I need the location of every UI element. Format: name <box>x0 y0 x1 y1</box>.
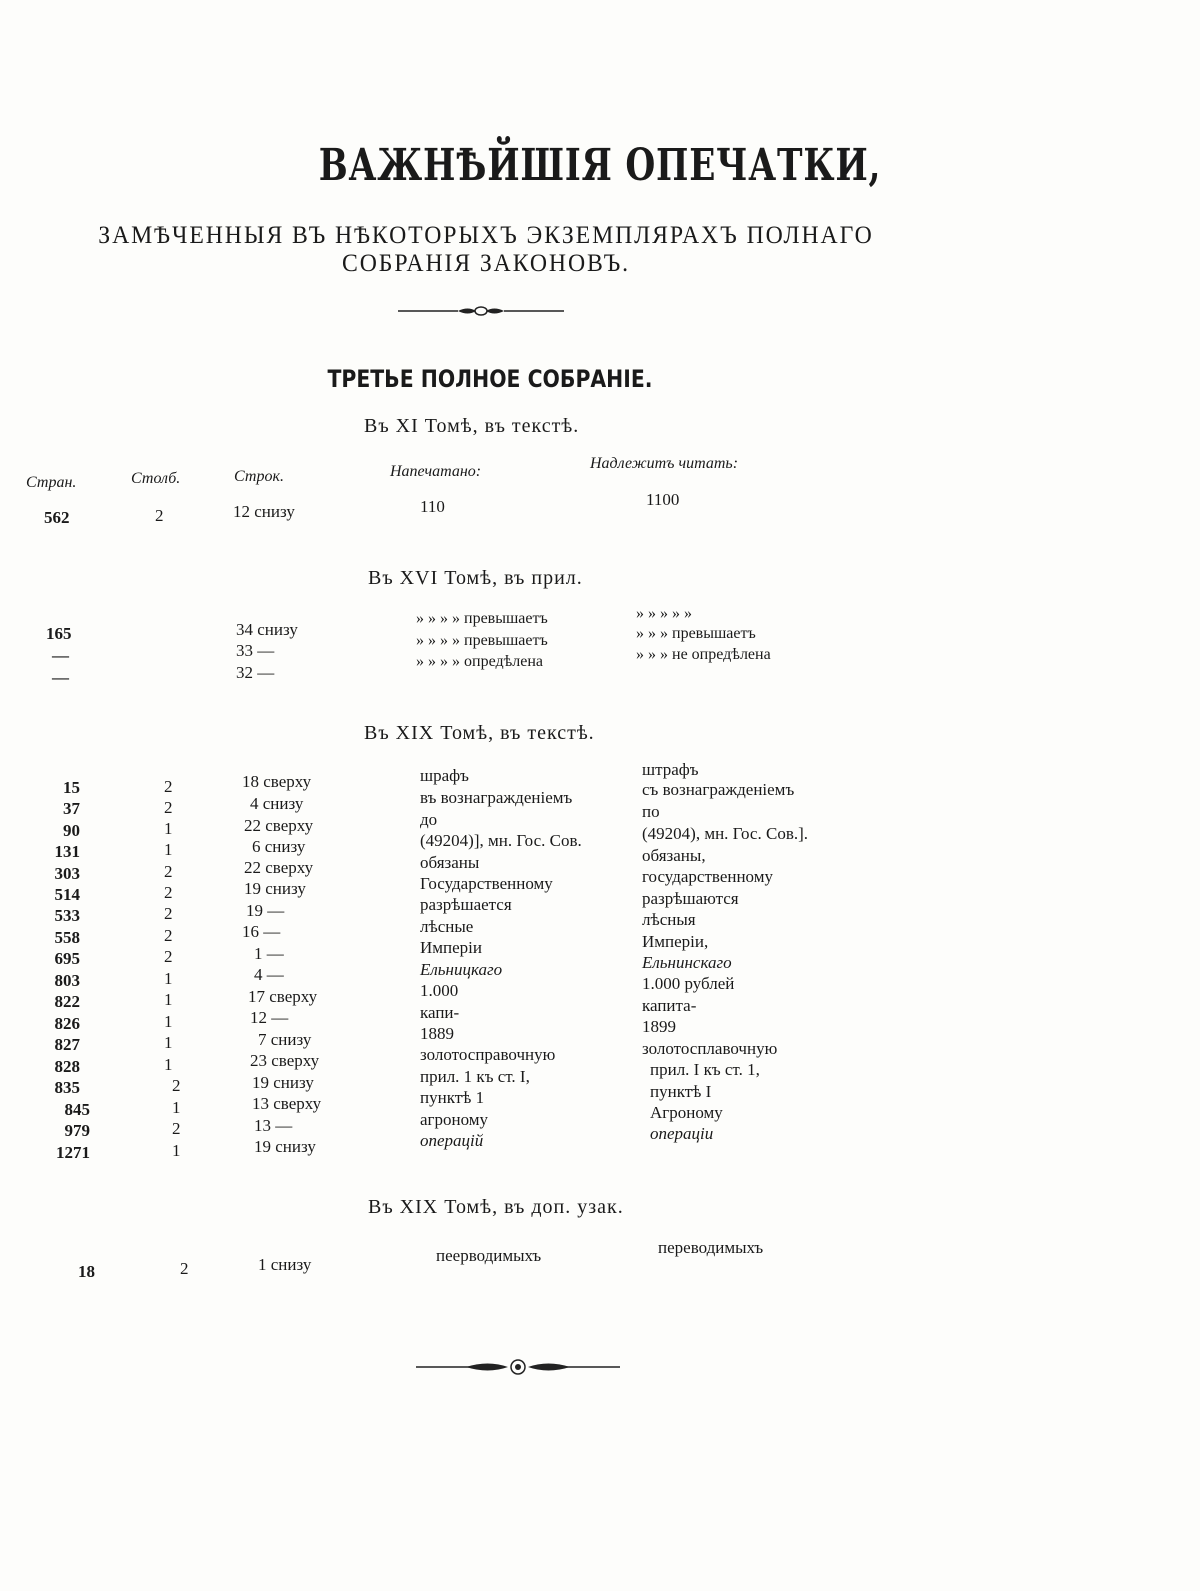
row-line: 13 — <box>254 1116 293 1135</box>
row-line: 23 сверху <box>250 1051 320 1070</box>
row-line: 7 снизу <box>258 1030 312 1049</box>
row-page: 18 <box>78 1262 95 1281</box>
row-line: 22 сверху <box>244 816 314 835</box>
row-page: 835 <box>54 1078 80 1097</box>
ornament-divider-bottom <box>416 1357 620 1377</box>
row-printed: Имперіи <box>420 938 482 957</box>
volume-heading-xvi: Въ XVI Томѣ, въ прил. <box>368 567 583 589</box>
row-column: 1 <box>164 990 173 1009</box>
row-column: 2 <box>180 1259 189 1278</box>
row-printed: капи- <box>420 1003 460 1022</box>
page-subtitle: ЗАМѢЧЕННЫЯ ВЪ НѢКОТОРЫХЪ ЭКЗЕМПЛЯРАХЪ ПОЛНАГО СОБРАНІЯ ЗАКОНОВЪ. <box>98 222 874 277</box>
row-printed: Ельницкаго <box>420 960 503 979</box>
row-should-read: » » » » » <box>636 605 692 622</box>
row-page: 845 <box>64 1100 90 1119</box>
row-printed: » » » » превышаетъ <box>416 610 548 627</box>
column-header-printed: Напечатано: <box>390 463 482 480</box>
row-printed: шрафъ <box>420 766 469 785</box>
column-header-column: Столб. <box>131 470 181 487</box>
row-column: 2 <box>164 926 173 945</box>
row-page: 131 <box>54 842 80 861</box>
section-title: ТРЕТЬЕ ПОЛНОЕ СОБРАНІЕ. <box>327 365 653 393</box>
row-column: 1 <box>164 1012 173 1031</box>
row-page: 695 <box>54 949 80 968</box>
row-line: 33 — <box>236 641 275 660</box>
row-printed: лѣсные <box>420 917 474 936</box>
row-printed: 110 <box>420 497 445 516</box>
row-printed: операцій <box>420 1131 484 1150</box>
page-title: ВАЖНѢЙШІЯ ОПЕЧАТКИ, <box>318 140 882 191</box>
row-line: 19 снизу <box>244 879 306 898</box>
row-column: 1 <box>164 840 173 859</box>
row-column: 2 <box>155 506 164 525</box>
row-printed: 1.000 <box>420 981 459 1000</box>
row-line: 12 снизу <box>233 502 295 521</box>
row-printed: пунктѣ 1 <box>420 1088 485 1107</box>
row-line: 18 сверху <box>242 772 312 791</box>
row-column: 1 <box>164 969 173 988</box>
row-should-read: съ вознагражденіемъ <box>642 780 795 799</box>
row-printed: до <box>420 810 438 829</box>
row-page: 15 <box>63 778 80 797</box>
row-printed: агроному <box>420 1110 489 1129</box>
volume-heading-xix-text: Въ XIX Томѣ, въ текстѣ. <box>364 722 595 744</box>
row-line: 13 сверху <box>252 1094 322 1113</box>
row-should-read: 1100 <box>646 490 680 509</box>
row-should-read: Имперіи, <box>642 932 709 951</box>
row-column: 2 <box>164 798 173 817</box>
row-column: 1 <box>164 819 173 838</box>
row-should-read: » » » превышаетъ <box>636 625 756 642</box>
row-should-read: 1.000 рублей <box>642 974 735 993</box>
row-printed: въ вознагражденіемъ <box>420 788 573 807</box>
row-page: — <box>52 668 69 687</box>
row-page: 90 <box>63 821 80 840</box>
row-column: 2 <box>164 947 173 966</box>
row-should-read: обязаны, <box>642 846 706 865</box>
row-should-read: по <box>642 802 660 821</box>
row-column: 2 <box>172 1119 181 1138</box>
ornament-divider-top <box>398 302 564 320</box>
row-page: 562 <box>44 508 70 527</box>
row-printed: » » » » опредѣлена <box>416 653 544 670</box>
row-page: 533 <box>54 906 80 925</box>
row-column: 2 <box>172 1076 181 1095</box>
row-line: 17 сверху <box>248 987 318 1006</box>
row-line: 12 — <box>250 1008 289 1027</box>
row-line: 19 — <box>246 901 285 920</box>
row-should-read: Агроному <box>650 1103 723 1122</box>
row-should-read: разрѣшаются <box>642 889 739 908</box>
row-page: 165 <box>46 624 72 643</box>
row-printed: прил. 1 къ ст. I, <box>420 1067 530 1086</box>
row-should-read: государственному <box>642 867 773 886</box>
row-line: 32 — <box>236 663 275 682</box>
row-column: 2 <box>164 862 173 881</box>
row-column: 1 <box>164 1055 173 1074</box>
row-should-read: переводимыхъ <box>658 1238 764 1257</box>
row-should-read: капита- <box>642 996 697 1015</box>
row-page: 37 <box>63 799 80 818</box>
row-column: 2 <box>164 777 173 796</box>
row-page: 827 <box>54 1035 80 1054</box>
row-page: 514 <box>54 885 80 904</box>
row-line: 4 снизу <box>250 794 304 813</box>
row-line: 4 — <box>254 965 284 984</box>
row-line: 6 снизу <box>252 837 306 856</box>
row-printed: обязаны <box>420 853 480 872</box>
row-line: 22 сверху <box>244 858 314 877</box>
row-page: 979 <box>64 1121 90 1140</box>
row-should-read: лѣсныя <box>642 910 696 929</box>
row-printed: » » » » превышаетъ <box>416 632 548 649</box>
column-header-should-read: Надлежитъ читать: <box>590 455 739 472</box>
row-column: 1 <box>172 1141 181 1160</box>
row-column: 1 <box>164 1033 173 1052</box>
row-page: 1271 <box>56 1143 90 1162</box>
row-should-read: 1899 <box>642 1017 676 1036</box>
row-page: 303 <box>54 864 80 883</box>
row-should-read: пунктѣ I <box>650 1082 712 1101</box>
row-page: 826 <box>54 1014 80 1033</box>
row-printed: 1889 <box>420 1024 454 1043</box>
row-page: — <box>52 646 69 665</box>
row-should-read: » » » не опредѣлена <box>636 646 771 663</box>
row-line: 34 снизу <box>236 620 298 639</box>
row-printed: Государственному <box>420 874 553 893</box>
row-should-read: (49204), мн. Гос. Сов.]. <box>642 824 809 843</box>
row-line: 16 — <box>242 922 281 941</box>
column-header-page: Стран. <box>26 474 77 491</box>
row-page: 822 <box>54 992 80 1011</box>
row-should-read: золотосплавочную <box>642 1039 778 1058</box>
row-should-read: операціи <box>650 1124 714 1143</box>
volume-heading-xix-additional: Въ XIX Томѣ, въ доп. узак. <box>368 1196 624 1218</box>
row-line: 1 снизу <box>258 1255 312 1274</box>
row-should-read: штрафъ <box>642 760 699 779</box>
row-column: 1 <box>172 1098 181 1117</box>
row-printed: разрѣшается <box>420 895 512 914</box>
row-should-read: прил. I къ ст. 1, <box>650 1060 760 1079</box>
row-line: 1 — <box>254 944 284 963</box>
row-printed: (49204)], мн. Гос. Сов. <box>420 831 582 850</box>
row-page: 558 <box>54 928 80 947</box>
row-should-read: Ельнинскаго <box>642 953 732 972</box>
volume-heading-xi: Въ XI Томѣ, въ текстѣ. <box>364 415 580 437</box>
row-page: 828 <box>54 1057 80 1076</box>
row-column: 2 <box>164 883 173 902</box>
row-page: 803 <box>54 971 80 990</box>
row-column: 2 <box>164 904 173 923</box>
row-line: 19 снизу <box>252 1073 314 1092</box>
column-header-line: Строк. <box>234 468 284 485</box>
row-printed: пеерводимыхъ <box>436 1246 542 1265</box>
row-line: 19 снизу <box>254 1137 316 1156</box>
row-printed: золотосправочную <box>420 1045 556 1064</box>
